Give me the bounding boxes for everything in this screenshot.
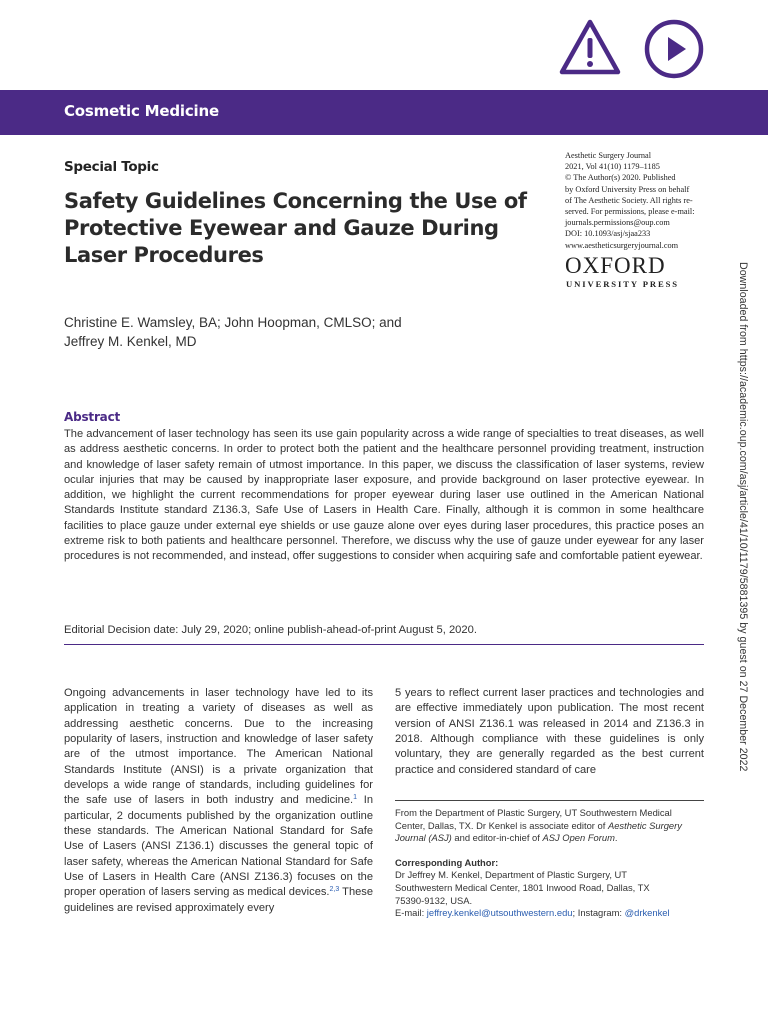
body-column-right: [395, 686, 704, 778]
affiliation-text: .: [614, 832, 618, 844]
reference-link[interactable]: 2,3: [329, 886, 340, 894]
affiliation: [395, 807, 704, 845]
journal-info-line: by Oxford University Press on behalf: [565, 184, 690, 194]
instagram-link[interactable]: @drkenkel: [624, 907, 670, 919]
affiliation-text: and editor-in-chief of: [451, 832, 543, 844]
corresponding-author-line: 75390-9132, USA.: [395, 894, 473, 906]
email-link[interactable]: jeffrey.kenkel@utsouthwestern.edu: [426, 907, 573, 919]
download-watermark: Downloaded from https://academic.oup.com/asj/article/41/10/1179/5881395 by guest on 27 December 2022: [737, 262, 749, 772]
journal-info-line: Aesthetic Surgery Journal: [565, 151, 652, 160]
editorial-dates: Editorial Decision date: July 29, 2020; online publish-ahead-of-print August 5, 2020.: [64, 624, 477, 636]
warning-triangle-icon[interactable]: [558, 18, 622, 76]
author-list: [64, 313, 402, 351]
journal-info-line: 2021, Vol 41(10) 1179–1185: [565, 162, 660, 172]
footnote: [395, 807, 704, 920]
abstract-heading: Abstract: [64, 410, 121, 424]
article-category: Special Topic: [64, 159, 159, 175]
corresponding-author-line: Dr Jeffrey M. Kenkel, Department of Plastic Surgery, UT: [395, 869, 628, 881]
email-label: E-mail:: [395, 907, 427, 919]
publisher-logo: OXFORD: [565, 253, 666, 278]
contact-line: [395, 907, 704, 920]
journal-info-line: of The Aesthetic Society. All rights re-: [565, 195, 693, 205]
journal-info-line: © The Author(s) 2020. Published: [565, 173, 676, 183]
body-text: In particular, 2 documents published by the organization outline these standards. The American National Standard for Safe Use of Lasers (ANSI Z136.1) discusses the general topic of laser safety, whereas the American National Standard for Safe Use of Lasers in Health Care (ANSI Z136.3) focuses on the proper operation of lasers serving as medical devices.: [64, 794, 374, 899]
author-line: Christine E. Wamsley, BA; John Hoopman, CMLSO; and: [64, 315, 402, 330]
section-divider: [64, 644, 704, 645]
body-text: These guidelines are revised approximately every: [64, 886, 373, 914]
body-text: Ongoing advancements in laser technology have led to its application in treating a variety of diseases as well as addressing aesthetic concerns. Due to the increasing popularity of lasers, instruction and knowledge of laser safety are of the utmost importance. The American National Standards Institute (ANSI) is a private organization that develops a wide range of standards, including guidelines for the safe use of lasers in both industry and medicine.: [64, 687, 373, 807]
section-title: Cosmetic Medicine: [64, 102, 219, 120]
author-line: Jeffrey M. Kenkel, MD: [64, 334, 197, 349]
section-banner: [0, 90, 768, 135]
journal-name: Aesthetic Surgery Journal (ASJ): [395, 819, 682, 844]
corresponding-author-heading: Corresponding Author:: [395, 856, 499, 868]
journal-info-line: DOI: 10.1093/asj/sjaa233: [565, 229, 651, 239]
footnote-divider: [395, 800, 704, 801]
abstract-body: The advancement of laser technology has seen its use gain popularity across a wide range of specialties to treat diseases, as well as address aesthetic concerns. In order to protect both the patient and the healthcare personnel providing treatment, instruction and knowledge of laser safety remain of utmost importance. In this paper, we discuss the classification of laser systems, review ocular injuries that may be caused by inappropriate laser exposure, and provide background on laser protective eyewear. In addition, we highlight the current recommendations for proper eyewear during laser use outlined in the American National Standards Institute standard Z136.3, Safe Use of Lasers in Health Care. Finally, although it is common in some healthcare facilities to place gauze under external eye shields or use gauze alone over eyes during laser procedures, this practice poses an extreme risk to both patients and healthcare personnel. Therefore, we discuss why the use of gauze under eyewear for any laser procedures is not recommended, and instead, offer suggestions to consider when acquiring safe and comfortable patient eyewear.: [64, 428, 704, 563]
play-circle-icon[interactable]: [644, 19, 704, 79]
corresponding-author-line: Southwestern Medical Center, 1801 Inwood Road, Dallas, TX: [395, 881, 650, 893]
journal-info: [565, 150, 715, 251]
body-column-left: [64, 686, 373, 916]
body-text: 5 years to reflect current laser practices and technologies and are effective immediately upon publication. The most recent version of ANSI Z136.1 was released in 2014 and Z136.3 in 2018. Although compliance with these guidelines is only voluntary, they are generally regarded as the best current practice and considered standard of care: [395, 687, 704, 776]
journal-info-line: www.aestheticsurgeryjournal.com: [565, 240, 679, 250]
article-title: Safety Guidelines Concerning the Use of Protective Eyewear and Gauze During Laser Procedures: [64, 189, 527, 267]
journal-info-line: served. For permissions, please e-mail:: [565, 207, 695, 217]
publisher-logo-sub: UNIVERSITY PRESS: [566, 279, 679, 289]
instagram-label: ; Instagram:: [572, 907, 625, 919]
affiliation-text: From the Department of Plastic Surgery, UT Southwestern Medical Center, Dallas, TX. Dr Kenkel is associate editor of: [395, 807, 672, 831]
journal-info-line: journals.permissions@oup.com: [565, 218, 670, 228]
journal-name: ASJ Open Forum: [542, 832, 615, 844]
reference-link[interactable]: 1: [353, 794, 357, 802]
